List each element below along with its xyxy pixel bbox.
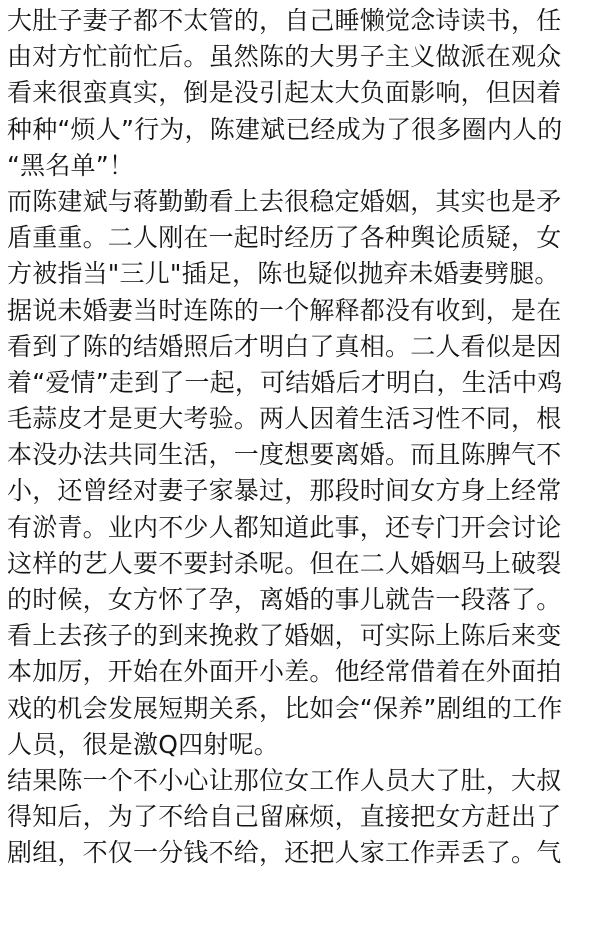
text-line: 本没办法共同生活，一度想要离婚。而且陈脾气不	[7, 440, 562, 470]
text-line: “黑名单”！	[7, 150, 135, 180]
text-line: 据说未婚妻当时连陈的一个解释都没有收到，是在	[7, 295, 562, 325]
text-line: 结果陈一个不小心让那位女工作人员大了肚，大叔	[7, 765, 562, 795]
text-line: 的时候，女方怀了孕，离婚的事儿就告一段落了。	[7, 585, 562, 614]
text-line: 着“爱情”走到了一起，可结婚后才明白，生活中鸡	[7, 367, 563, 397]
text-line: 这样的艺人要不要封杀呢。但在二人婚姻马上破裂	[7, 548, 562, 578]
text-line: 戏的机会发展短期关系，比如会“保养”剧组的工作	[7, 693, 563, 723]
text-line: 有淤青。业内不少人都知道此事，还专门开会讨论	[7, 512, 562, 542]
text-line: 人员，很是激Q四射呢。	[7, 729, 279, 759]
text-line: 种种“烦人”行为，陈建斌已经成为了很多圈内人的	[7, 114, 563, 144]
text-line: 看来很蛮真实，倒是没引起太大负面影响，但因着	[7, 78, 562, 108]
text-line: 由对方忙前忙后。虽然陈的大男子主义做派在观众	[7, 42, 562, 72]
text-line: 看到了陈的结婚照后才明白了真相。二人看似是因	[7, 331, 562, 361]
text-line: 本加厉，开始在外面开小差。他经常借着在外面拍	[7, 657, 562, 687]
text-line: 毛蒜皮才是更大考验。两人因着生活习性不同，根	[7, 404, 562, 434]
text-line: 大肚子妻子都不太管的，自己睡懒觉念诗读书，任	[7, 6, 562, 35]
text-line: 得知后，为了不给自己留麻烦，直接把女方赶出了	[7, 802, 562, 832]
text-line: 而陈建斌与蒋勤勤看上去很稳定婚姻，其实也是矛	[7, 186, 562, 216]
text-line: 看上去孩子的到来挽救了婚姻，可实际上陈后来变	[7, 621, 562, 651]
text-line: 方被指当"三儿"插足，陈也疑似抛弃未婚妻劈腿。	[7, 259, 560, 289]
text-line: 小，还曾经对妻子家暴过，那段时间女方身上经常	[7, 476, 562, 506]
text-line: 盾重重。二人刚在一起时经历了各种舆论质疑，女	[7, 223, 562, 253]
text-line: 剧组，不仅一分钱不给，还把人家工作弄丢了。气	[7, 838, 562, 868]
